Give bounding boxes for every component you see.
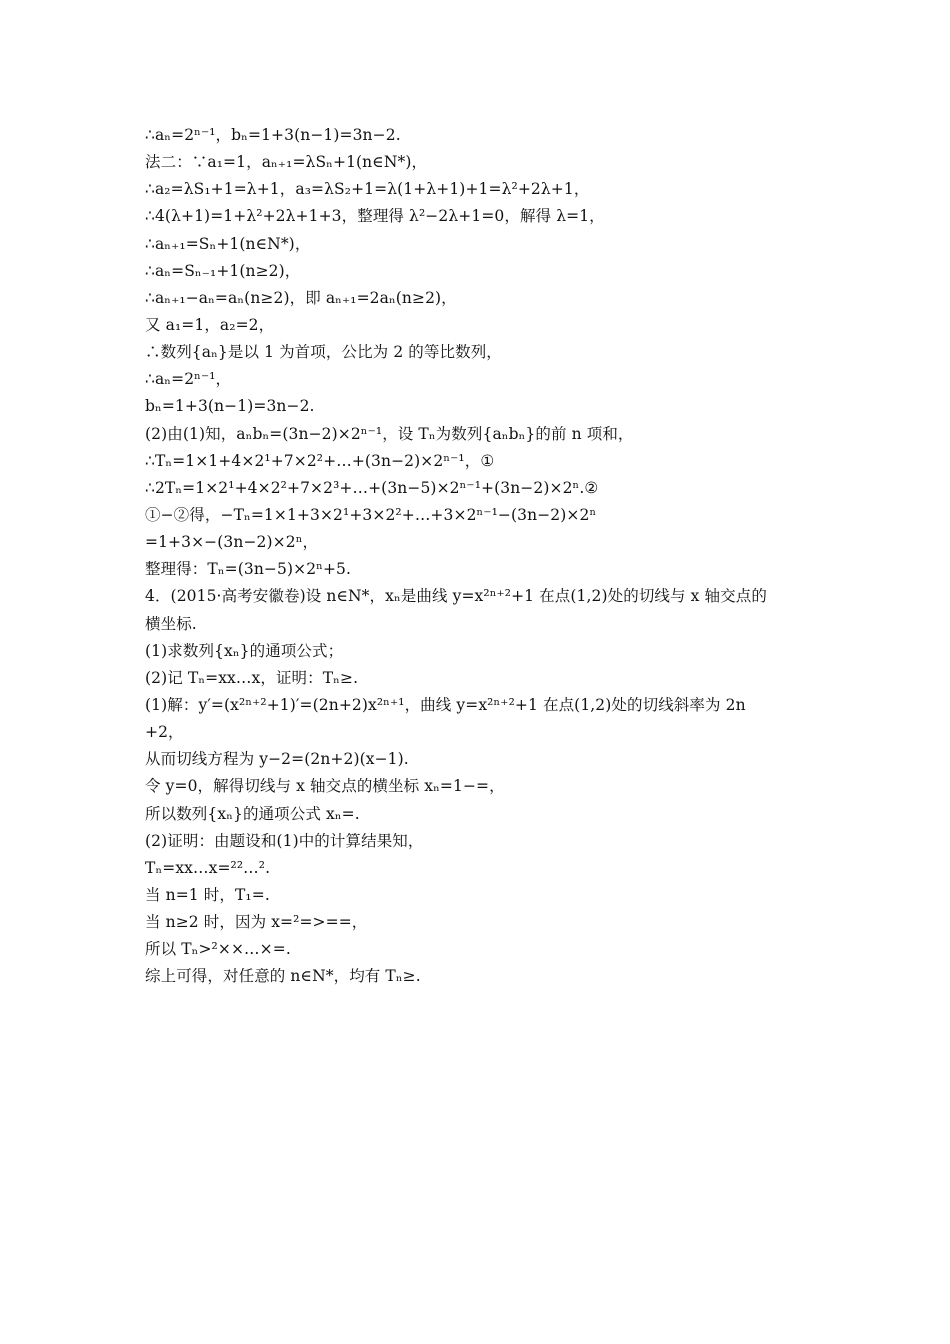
problem-statement-line: 横坐标. [145, 614, 197, 633]
text-line: ∴aₙ=2ⁿ⁻¹，bₙ=1+3(n−1)=3n−2. [145, 126, 401, 144]
text-line: ∴4(λ+1)=1+λ²+2λ+1+3，整理得 λ²−2λ+1=0，解得 λ=1， [145, 207, 605, 226]
problem-statement-line: 4．(2015·高考安徽卷)设 n∈N*，xₙ是曲线 y=x²ⁿ⁺²+1 在点(1,2)处的切线与 x 轴交点的 [145, 587, 767, 606]
text-line: (2)由(1)知，aₙbₙ=(3n−2)×2ⁿ⁻¹，设 Tₙ为数列{aₙbₙ}的前 n 项和， [145, 424, 634, 443]
text-line: +2， [145, 723, 184, 742]
text-line: 当 n≥2 时，因为 x=²=>==， [145, 913, 368, 932]
text-line: 当 n=1 时，T₁=. [145, 885, 270, 904]
text-line: 所以 Tₙ>²××…×=. [145, 940, 291, 959]
text-line: ∴aₙ₊₁=Sₙ+1(n∈N*)， [145, 234, 311, 253]
text-line: ∴数列{aₙ}是以 1 为首项，公比为 2 的等比数列， [145, 343, 502, 362]
text-line: ①−②得，−Tₙ=1×1+3×2¹+3×2²+…+3×2ⁿ⁻¹−(3n−2)×2ⁿ [145, 505, 597, 524]
text-line: 整理得：Tₙ=(3n−5)×2ⁿ+5. [145, 560, 352, 579]
text-line: 令 y=0，解得切线与 x 轴交点的横坐标 xₙ=1−=， [145, 777, 505, 796]
text-line: 从而切线方程为 y−2=(2n+2)(x−1). [145, 750, 409, 769]
problem-part-line: (1)求数列{xₙ}的通项公式； [145, 641, 344, 660]
text-line: ∴aₙ=2ⁿ⁻¹， [145, 370, 232, 389]
text-line: =1+3×−(3n−2)×2ⁿ， [145, 533, 319, 552]
text-line: ∴aₙ=Sₙ₋₁+1(n≥2)， [145, 261, 301, 280]
text-line: ∴a₂=λS₁+1=λ+1，a₃=λS₂+1=λ(1+λ+1)+1=λ²+2λ+1， [145, 180, 590, 199]
text-line: (2)证明：由题设和(1)中的计算结果知， [145, 831, 424, 850]
text-line: (1)解：y′=(x²ⁿ⁺²+1)′=(2n+2)x²ⁿ⁺¹，曲线 y=x²ⁿ⁺²+1 在点(1,2)处的切线斜率为 2n [145, 695, 746, 714]
text-line: bₙ=1+3(n−1)=3n−2. [145, 397, 315, 416]
problem-part-line: (2)记 Tₙ=xx…x，证明：Tₙ≥. [145, 668, 359, 687]
text-line: ∴aₙ₊₁−aₙ=aₙ(n≥2)，即 aₙ₊₁=2aₙ(n≥2)， [145, 288, 457, 307]
text-line: 综上可得，对任意的 n∈N*，均有 Tₙ≥. [145, 967, 421, 986]
text-line: 又 a₁=1，a₂=2， [145, 315, 275, 334]
text-line: Tₙ=xx…x=²²…². [145, 858, 271, 877]
text-line: 所以数列{xₙ}的通项公式 xₙ=. [145, 804, 360, 823]
solution-text [145, 122, 825, 991]
text-line: ∴2Tₙ=1×2¹+4×2²+7×2³+…+(3n−5)×2ⁿ⁻¹+(3n−2)×2ⁿ.② [145, 478, 599, 497]
text-line: 法二：∵a₁=1，aₙ₊₁=λSₙ+1(n∈N*)， [145, 153, 428, 172]
text-line: ∴Tₙ=1×1+4×2¹+7×2²+…+(3n−2)×2ⁿ⁻¹，① [145, 451, 495, 470]
